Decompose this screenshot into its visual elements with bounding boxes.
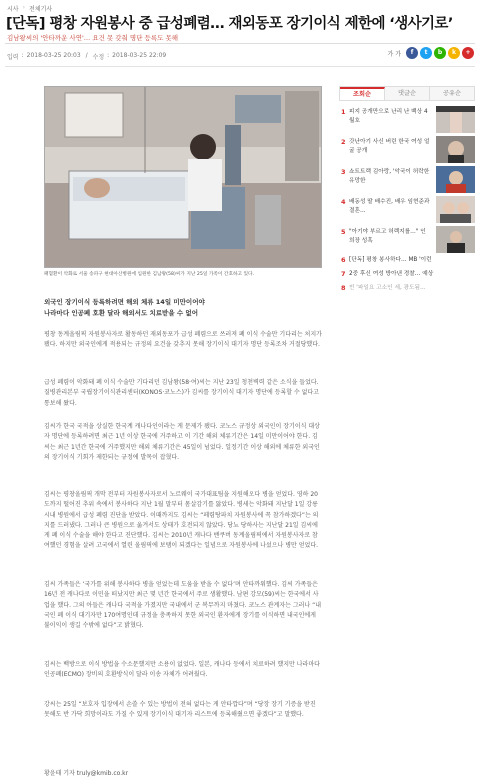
- breadcrumb-section[interactable]: 시사: [7, 6, 19, 13]
- byline: 황윤태 기자 truly@kmib.co.kr: [44, 770, 129, 777]
- ranked-article-title[interactable]: 빈 '파일요 고소인 세, 광도됨…: [349, 285, 426, 291]
- photo-caption: 패혈환이 악화로 서울 송파구 현대아산병원에 입원한 김남왕(58)씨가 지난 25일 가족이 간호하고 있다.: [44, 272, 255, 277]
- meta-divider: /: [83, 52, 90, 59]
- article-thumbnail[interactable]: [436, 136, 475, 163]
- updated-label: 수정: [92, 54, 105, 61]
- kakao-share-icon[interactable]: k: [448, 47, 460, 59]
- tab-shares[interactable]: 공유순: [430, 87, 474, 100]
- thumbnail-image: [436, 106, 475, 133]
- article-thumbnail[interactable]: [436, 166, 475, 193]
- more-share-icon[interactable]: +: [462, 47, 474, 59]
- article-lead: [44, 297, 205, 319]
- published-label: 입력: [7, 54, 19, 61]
- article-title: [단독] 평창 자원봉사 중 급성폐렴… 재외동포 장기이식 제한에 ‘생사기로’: [6, 16, 453, 32]
- share-toolbar: [388, 47, 475, 59]
- article-paragraph: 급성 폐렴이 악화돼 폐 이식 수술만 기다리던 김남왕(58·여)씨는 지난 23일 청천벽력 같은 소식을 들었다. 질병관리본부 국립장기이식관리센터(KONOS·코노스)가 김씨를 장기이식 대기자 명단에 등록할 수 없다고 통보해 왔다.: [44, 379, 320, 407]
- ranked-article-title[interactable]: 배동성 딸 배수진, 배우 임현준과 결혼…: [349, 199, 430, 214]
- band-share-icon[interactable]: b: [434, 47, 446, 59]
- popular-tabs: [339, 86, 475, 101]
- lead-line: 나라마다 인공폐 호환 달라 해외서도 치료받을 수 없어: [44, 309, 198, 317]
- divider: [5, 66, 475, 67]
- ranked-article-title[interactable]: 피지 공개만으로 난리 난 백상 4월호: [349, 109, 428, 124]
- rank-number: 4: [341, 198, 346, 206]
- rank-number: 3: [341, 168, 346, 176]
- rank-number: 5: [341, 228, 346, 236]
- ranked-article-title[interactable]: 2중 후신 여성 방아낸 경찰… 예상: [349, 271, 434, 277]
- breadcrumb-category[interactable]: 전체기사: [29, 6, 53, 13]
- font-size-button[interactable]: 가 가: [387, 50, 401, 58]
- article-thumbnail[interactable]: [436, 106, 475, 133]
- ranked-article-title[interactable]: "아기야 부르고 허렉지를…" 인희장 성혹: [349, 229, 426, 244]
- lead-line: 외국인 장기이식 등록하려면 해외 체류 14일 미만이어야: [44, 298, 205, 306]
- hospital-room-illustration: [45, 87, 322, 268]
- published-time: 2018-03-25 20:03: [26, 52, 81, 59]
- thumbnail-image: [436, 226, 475, 253]
- updated-time: 2018-03-25 22:09: [112, 52, 167, 59]
- rank-number: 1: [341, 108, 346, 116]
- article-thumbnail[interactable]: [436, 196, 475, 223]
- ranked-article-title[interactable]: [단독] 평창 봉사하다… MB '이런: [349, 257, 432, 263]
- rank-number: 2: [341, 138, 346, 146]
- rank-number: 7: [341, 270, 346, 278]
- tab-comments[interactable]: 댓글순: [385, 87, 430, 100]
- article-paragraph: 김씨는 백방으로 이식 방법을 수소문했지만 소용이 없었다. 일본, 캐나다 등에서 치료하려 했지만 나라마다 인공폐(ECMO) 장비의 호환방식이 달라 이송 자체가 어려웠다.: [44, 661, 320, 679]
- article-photo: [44, 86, 322, 268]
- facebook-share-icon[interactable]: f: [406, 47, 418, 59]
- ranked-article-title[interactable]: 쇼트트랙 김아랑, '악국이 허락한 유망한: [349, 169, 430, 184]
- article-paragraph: 김씨는 평창올림픽 개막 전부터 자원봉사자로서 노르웨이 국가대표팀을 지원해오다 병을 얻었다. 영하 20도까지 떨어진 추위 속에서 봉사하다 지난 1월 말부터 몸살감기를 앓았다. 병세는 악화돼 지난달 1일 강릉시내 병원에서 급성 폐렴 진단을 받았다. 이때까지도 김씨는 “페렴탕파치 자원봉사에 꼭 참가하겠다”는 의지를 드러냈다. 그러나 큰 병원으로 옮겨서도 상태가 호전되지 않았다. 당뇨 당하사는 지난달 21일 김씨에게 폐 이식 수술을 해야 한다고 진단했다. 김씨는 2010년 캐나다 밴쿠버 동계올림픽에서 자원봉사자로 참여했던 경험을 살려 고국에서 열린 올림픽에 보탬이 되겠다는 일념으로 자원봉사에 나섰으나 병만 얻었다.: [44, 491, 319, 550]
- article-paragraph: 김씨 가족들은 ‘국가를 위해 봉사하다 병을 얻었는데 도움을 받을 수 없다’며 안타까워했다. 김씨 가족들은 16년 전 캐나다로 이민을 떠났지만 최근 몇 년간 한국에서 주로 생활했다. 남편 강모(59)씨는 한국에서 사업을 했다. 그의 아들은 캐나다 국적을 가졌지만 국내에서 군 복무까지 마쳤다. 코노스 관계자는 그러나 “내국인 폐 이식 대기자만 170여명인데 규정을 충족하지 못한 외국인 환자에게 장기를 이식하면 내국인에게 불이익이 생길 수밖에 없다”고 밝혔다.: [44, 581, 322, 630]
- article-paragraph: 평창 동계올림픽 자원봉사자로 활동하던 재외동포가 급성 폐렴으로 쓰러져 폐 이식 수술만 기다리는 처지가 됐다. 하지만 외국인에게 적용되는 규정의 요건을 갖추지 못해 장기이식 대기자 명단 등록조차 거절당했다.: [44, 331, 322, 349]
- article-meta: [7, 52, 166, 61]
- thumbnail-image: [436, 136, 475, 163]
- twitter-share-icon[interactable]: t: [420, 47, 432, 59]
- thumbnail-image: [436, 166, 475, 193]
- article-paragraph: 강씨는 25일 “보호자 입장에서 손쓸 수 있는 방법이 전혀 없다는 게 안타깝다”며 “당장 장기 기증을 받진 못해도 반 가닥 희망이라도 가질 수 있게 장기이식 대기자 리스트에 등록해줬으면 좋겠다”고 말했다.: [44, 701, 316, 719]
- breadcrumb-separator: ›: [22, 4, 25, 11]
- rank-number: 6: [341, 256, 346, 264]
- thumbnail-image: [436, 196, 475, 223]
- meta-colon: :: [107, 52, 110, 59]
- article-subtitle: 김남왕씨의 '안타까운 사연'… 요건 못 갖춰 명단 등록도 못해: [7, 34, 179, 42]
- article-paragraph: 김씨가 한국 국적을 상실한 한국계 캐나다인이라는 게 문제가 됐다. 코노스 규정상 외국인이 장기이식 대상자 명단에 등록하려면 최근 1년 이상 한국에 거주하고 이 기간 해외 체류기간은 14일 미만이어야 한다. 김씨는 최근 1년간 한국에 거주했지만 해외 체류기간은 45일이 넘었다. 일정기간 이상 해외에 체류한 외국인의 장기이식 기회가 제한되는 규정에 발목이 잡혔다.: [44, 423, 320, 461]
- divider: [5, 43, 475, 44]
- meta-colon: :: [21, 52, 24, 59]
- article-thumbnail[interactable]: [436, 226, 475, 253]
- tab-views[interactable]: 조회순: [340, 87, 385, 100]
- ranked-article-title[interactable]: 갓난아기 사신 버린 한국 여성 얼굴 공개: [349, 139, 430, 154]
- rank-number: 8: [341, 284, 346, 292]
